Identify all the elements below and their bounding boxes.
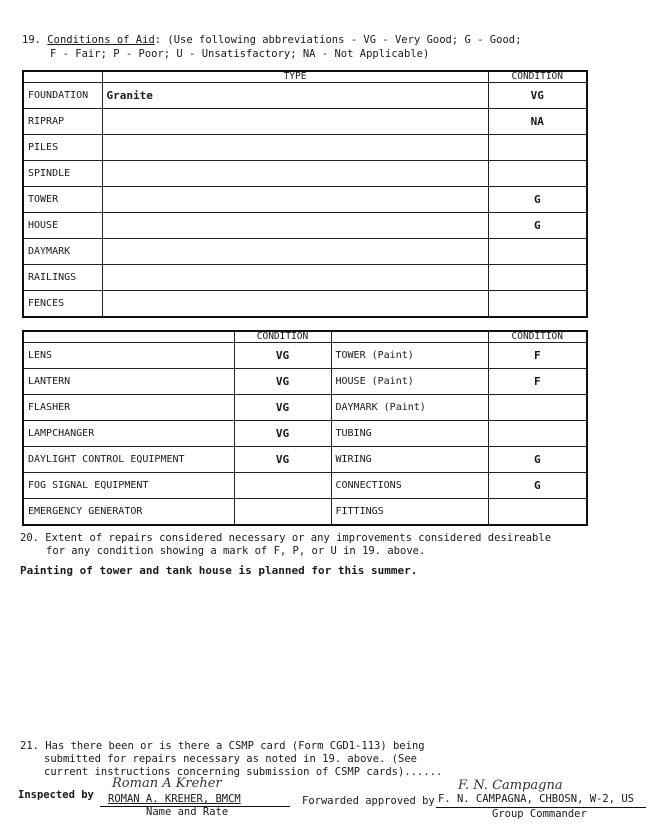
aid-component-condition [488, 135, 587, 161]
paint-item-condition: F [488, 343, 587, 369]
paint-item-label: DAYMARK (Paint) [331, 395, 488, 421]
aid-component-condition: NA [488, 109, 587, 135]
aid-component-condition: VG [488, 83, 587, 109]
aid-component-condition [488, 291, 587, 318]
table-header-row [23, 331, 587, 343]
table-row [23, 265, 587, 291]
paint-item-condition: F [488, 369, 587, 395]
paint-item-label: TUBING [331, 421, 488, 447]
item21-line1 [20, 740, 425, 753]
aid-component-label: RAILINGS [23, 265, 102, 291]
header-condition-right: CONDITION [488, 331, 587, 343]
inspected-by-label: Inspected by [18, 789, 94, 801]
table-row [23, 421, 587, 447]
table-row [23, 135, 587, 161]
paint-item-condition [488, 395, 587, 421]
aid-structure-table [22, 70, 588, 318]
item19-number: 19. [22, 34, 41, 46]
paint-item-label: WIRING [331, 447, 488, 473]
equipment-label: EMERGENCY GENERATOR [23, 499, 234, 526]
table-row [23, 239, 587, 265]
equipment-label: DAYLIGHT CONTROL EQUIPMENT [23, 447, 234, 473]
equipment-condition: VG [234, 447, 331, 473]
item19-line2: F - Fair; P - Poor; U - Unsatisfactory; NA - Not Applicable) [50, 48, 430, 60]
equipment-label: FOG SIGNAL EQUIPMENT [23, 473, 234, 499]
aid-component-label: FOUNDATION [23, 83, 102, 109]
table-row [23, 369, 587, 395]
inspector-signature: Roman A Kreher [112, 776, 222, 791]
equipment-condition: VG [234, 369, 331, 395]
table-row [23, 499, 587, 526]
header-condition: CONDITION [488, 71, 587, 83]
aid-component-type [102, 213, 488, 239]
table-row [23, 187, 587, 213]
item20-number: 20. [20, 532, 39, 544]
equipment-label: LAMPCHANGER [23, 421, 234, 447]
paint-item-condition [488, 499, 587, 526]
inspector-caption: Name and Rate [146, 806, 229, 818]
item21-line3: current instructions concerning submission of CSMP cards)...... [44, 766, 443, 778]
aid-component-label: PILES [23, 135, 102, 161]
aid-component-type [102, 239, 488, 265]
equipment-condition [234, 499, 331, 526]
equipment-label: LENS [23, 343, 234, 369]
header-blank [23, 331, 234, 343]
equipment-condition: VG [234, 395, 331, 421]
paint-item-label: HOUSE (Paint) [331, 369, 488, 395]
paint-item-label: CONNECTIONS [331, 473, 488, 499]
equipment-condition [234, 473, 331, 499]
paint-item-label: FITTINGS [331, 499, 488, 526]
aid-component-type [102, 265, 488, 291]
equipment-label: LANTERN [23, 369, 234, 395]
aid-component-type [102, 161, 488, 187]
item20-line1 [20, 532, 551, 545]
inspector-name: ROMAN A. KREHER, BMCM [108, 793, 241, 805]
equipment-condition-table [22, 330, 588, 526]
item19-line1: : (Use following abbreviations - VG - Very Good; G - Good; [154, 34, 522, 46]
item20-line2: for any condition showing a mark of F, P, or U in 19. above. [46, 545, 426, 557]
aid-component-condition [488, 239, 587, 265]
item19-title: Conditions of Aid [47, 34, 155, 46]
table-header-row [23, 71, 587, 83]
commander-signature: F. N. Campagna [458, 778, 563, 793]
table-row [23, 161, 587, 187]
paint-item-condition: G [488, 447, 587, 473]
item21-text1: Has there been or is there a CSMP card (Form CGD1-113) being [45, 740, 425, 752]
aid-component-condition: G [488, 213, 587, 239]
commander-name: F. N. CAMPAGNA, CHBOSN, W-2, US [438, 793, 634, 805]
aid-component-condition [488, 161, 587, 187]
aid-component-label: FENCES [23, 291, 102, 318]
aid-component-type: Granite [102, 83, 488, 109]
item20-text1: Extent of repairs considered necessary or any improvements considered desireable [45, 532, 552, 544]
item20-answer: Painting of tower and tank house is planned for this summer. [20, 564, 418, 577]
paint-item-label: TOWER (Paint) [331, 343, 488, 369]
header-condition-left: CONDITION [234, 331, 331, 343]
item21-line2: submitted for repairs necessary as noted in 19. above. (See [44, 753, 417, 765]
table-row [23, 109, 587, 135]
item21-number: 21. [20, 740, 39, 752]
table-row [23, 395, 587, 421]
table-row [23, 213, 587, 239]
table-row [23, 83, 587, 109]
commander-caption: Group Commander [492, 808, 587, 820]
header-blank [331, 331, 488, 343]
aid-component-condition [488, 265, 587, 291]
header-blank [23, 71, 102, 83]
aid-component-type [102, 187, 488, 213]
table-row [23, 473, 587, 499]
paint-item-condition [488, 421, 587, 447]
aid-component-label: HOUSE [23, 213, 102, 239]
aid-component-type [102, 291, 488, 318]
aid-component-label: RIPRAP [23, 109, 102, 135]
paint-item-condition: G [488, 473, 587, 499]
aid-component-condition: G [488, 187, 587, 213]
table-row [23, 291, 587, 318]
equipment-condition: VG [234, 421, 331, 447]
forwarded-by-label: Forwarded approved by [302, 795, 435, 807]
aid-component-label: TOWER [23, 187, 102, 213]
header-type: TYPE [102, 71, 488, 83]
item19-heading [22, 34, 521, 47]
aid-component-type [102, 109, 488, 135]
table-row [23, 343, 587, 369]
table-row [23, 447, 587, 473]
equipment-condition: VG [234, 343, 331, 369]
aid-component-type [102, 135, 488, 161]
aid-component-label: DAYMARK [23, 239, 102, 265]
equipment-label: FLASHER [23, 395, 234, 421]
aid-component-label: SPINDLE [23, 161, 102, 187]
